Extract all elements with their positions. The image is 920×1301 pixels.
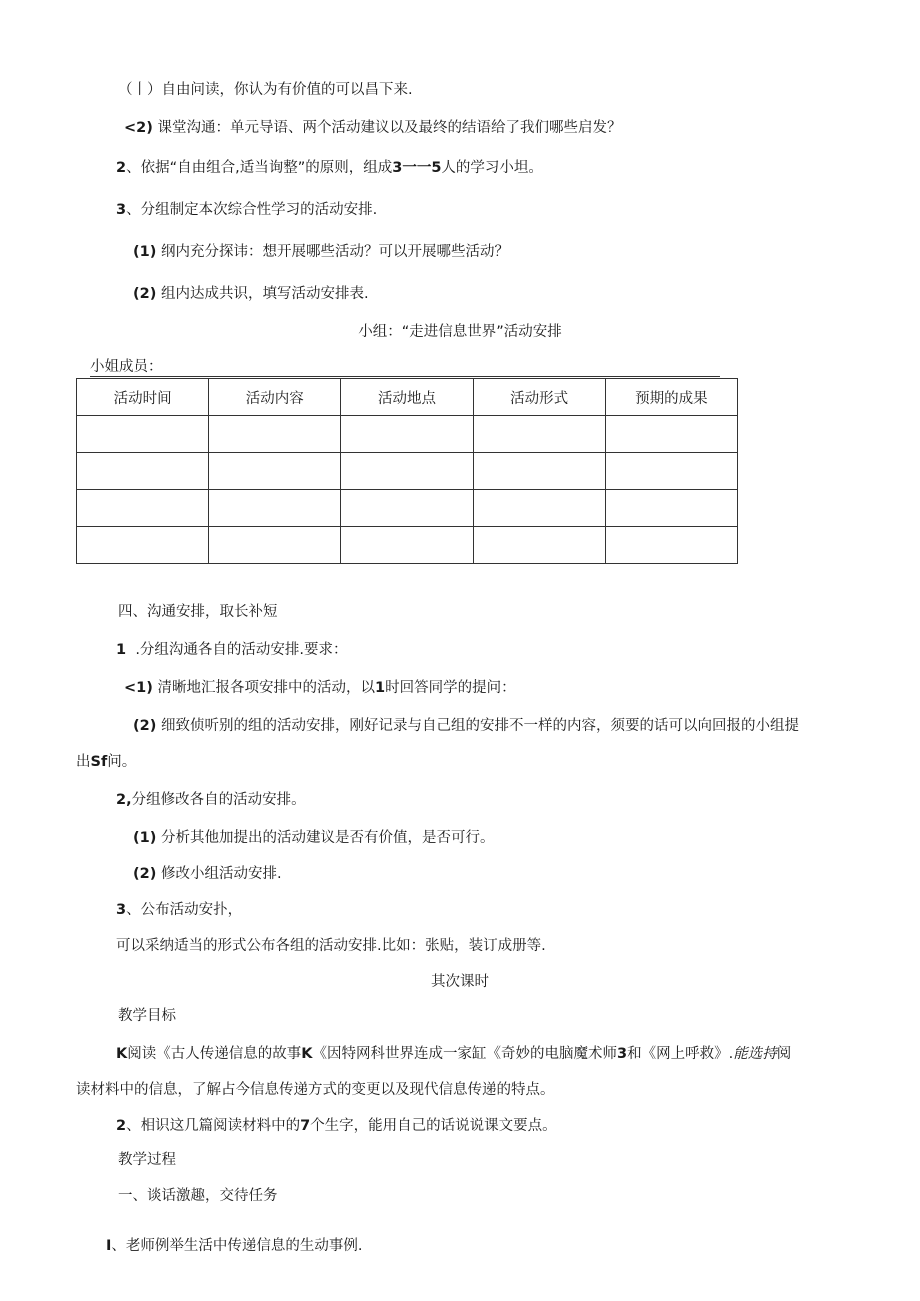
table-cell[interactable]	[473, 490, 605, 527]
d-item-1-2	[133, 716, 799, 736]
goal-1	[116, 1044, 791, 1064]
d-item-1-2-cont-b: Sf	[90, 754, 108, 770]
d-item-3-detail-text: 可以采纳适当的形式公布各组的活动安排.比如：张贴，装订成册等.	[116, 938, 546, 954]
table-cell[interactable]	[209, 490, 341, 527]
d-item-1-2-number: (2)	[133, 718, 157, 734]
group-members-label: 小姐成员：	[90, 359, 163, 375]
step-1-heading	[118, 1186, 278, 1206]
step-1-heading-text: 一、谈话激趣，交待任务	[118, 1188, 278, 1204]
item-1-1-text: （丨）自由问读，你认为有价值的可以昌下来.	[118, 82, 413, 98]
d-item-3	[116, 900, 242, 920]
item-3	[116, 200, 377, 220]
activity-plan-table	[76, 378, 738, 564]
item-1-2	[124, 118, 621, 138]
d-item-2-2	[133, 864, 282, 884]
table-cell[interactable]	[605, 416, 737, 453]
d-item-1-1-text-a: 清晰地汇报各项安排中的活动，以	[157, 680, 375, 696]
goals-heading-text: 教学目标	[118, 1008, 176, 1024]
table-cell[interactable]	[209, 453, 341, 490]
d-item-1-number: 1	[116, 642, 127, 658]
d-item-1	[116, 640, 348, 660]
goal-1-italic: 能选持	[733, 1046, 777, 1062]
item-3-number: 3	[116, 202, 127, 218]
d-item-1-1-number-2: 1	[374, 680, 386, 696]
header-activity-time: 活动时间	[77, 379, 209, 416]
goal-1-text-a: 阅读《古人传递信息的故事	[127, 1046, 302, 1062]
d-item-2-2-text: 修改小组活动安排.	[160, 866, 282, 882]
item-2-tail: 人的学习小坦。	[441, 160, 543, 176]
item-1-2-text: 课堂沟通：单元导语、两个活动建议以及最终的结语给了我们哪些启发？	[157, 120, 622, 136]
plan-table-title-text: 小组：“走进信息世界”活动安排	[358, 324, 562, 340]
table-cell[interactable]	[605, 527, 737, 564]
table-row	[77, 527, 738, 564]
header-activity-content: 活动内容	[209, 379, 341, 416]
process-heading-text: 教学过程	[118, 1152, 176, 1168]
d-item-3-detail	[116, 936, 546, 956]
item-3-text: 、分组制定本次综合性学习的活动安排.	[126, 202, 378, 218]
d-item-3-text: 、公布活动安扑，	[126, 902, 243, 918]
lesson-2-title	[0, 972, 920, 992]
item-3-1-number: (1)	[133, 244, 157, 260]
goal-2	[116, 1116, 557, 1136]
d-item-2-1-number: (1)	[133, 830, 157, 846]
lesson-2-title-text: 其次课时	[431, 974, 489, 990]
header-expected-result: 预期的成果	[605, 379, 737, 416]
table-cell[interactable]	[77, 416, 209, 453]
d-item-1-text: .分组沟通各自的活动安排.要求：	[135, 642, 348, 658]
group-members-line	[90, 358, 720, 377]
goal-1-mark-c: 3	[617, 1046, 628, 1062]
table-cell[interactable]	[473, 453, 605, 490]
header-activity-form: 活动形式	[473, 379, 605, 416]
step-1-1	[106, 1236, 363, 1256]
item-2-range: 3一一5	[392, 160, 442, 176]
item-3-1-text: 纲内充分探讳：想开展哪些活动？可以开展哪些活动？	[160, 244, 509, 260]
item-1-2-number: <2)	[124, 120, 153, 136]
table-cell[interactable]	[341, 416, 473, 453]
goal-1-text-d: 阅	[776, 1046, 792, 1062]
d-item-2-1	[133, 828, 494, 848]
goal-2-text-a: 、相识这几篇阅读材料中的	[126, 1118, 301, 1134]
table-cell[interactable]	[341, 527, 473, 564]
table-row	[77, 453, 738, 490]
table-row	[77, 416, 738, 453]
goal-1-text-c: 和《网上呼救》.	[627, 1046, 734, 1062]
goal-2-number: 2	[116, 1118, 127, 1134]
item-3-2	[133, 284, 369, 304]
d-item-2-1-text: 分析其他加提出的活动建议是否有价值，是否可行。	[160, 830, 495, 846]
d-item-1-2-cont-c: 问。	[107, 754, 137, 770]
table-cell[interactable]	[341, 490, 473, 527]
d-item-1-2-text: 细致侦听别的组的活动安排，刚好记录与自己组的安排不一样的内容，须要的话可以向回报的小组提	[160, 718, 799, 734]
goal-2-number-2: 7	[300, 1118, 311, 1134]
d-item-2-number: 2,	[116, 792, 132, 808]
d-item-1-2-continuation	[76, 752, 136, 772]
table-cell[interactable]	[77, 527, 209, 564]
section-four-heading	[118, 602, 278, 622]
d-item-1-1-number: <1)	[124, 680, 153, 696]
table-cell[interactable]	[341, 453, 473, 490]
goal-1-continuation-text: 读材料中的信息，了解占今信息传递方式的变更以及现代信息传递的特点。	[76, 1082, 555, 1098]
d-item-2-text: 分组修改各自的活动安排。	[131, 792, 306, 808]
goal-1-mark-b: K	[301, 1046, 313, 1062]
item-2-text: 、依据“自由组合,适当询整”的原则，组成	[126, 160, 393, 176]
table-cell[interactable]	[209, 416, 341, 453]
table-cell[interactable]	[473, 527, 605, 564]
d-item-1-2-cont-a: 出	[76, 754, 91, 770]
item-3-2-text: 组内达成共识，填写活动安排表.	[160, 286, 369, 302]
item-3-2-number: (2)	[133, 286, 157, 302]
goal-2-text-b: 个生字，能用自己的话说说课文要点。	[310, 1118, 557, 1134]
item-2-number: 2	[116, 160, 127, 176]
goal-1-mark-a: K	[116, 1046, 128, 1062]
goal-1-text-b: 《因特网科世界连成一家缸《奇妙的电脑魔术师	[312, 1046, 617, 1062]
goals-heading	[118, 1006, 176, 1026]
d-item-1-1-text-b: 时回答同学的提问：	[385, 680, 516, 696]
table-cell[interactable]	[77, 490, 209, 527]
table-cell[interactable]	[473, 416, 605, 453]
plan-table-title	[0, 322, 920, 342]
process-heading	[118, 1150, 176, 1170]
table-cell[interactable]	[605, 490, 737, 527]
table-cell[interactable]	[209, 527, 341, 564]
goal-1-continuation	[76, 1080, 555, 1100]
header-activity-location: 活动地点	[341, 379, 473, 416]
step-1-1-number: I	[106, 1238, 112, 1254]
table-cell[interactable]	[605, 453, 737, 490]
item-2	[116, 158, 543, 178]
item-1-1	[118, 80, 413, 100]
section-four-heading-text: 四、沟通安排，取长补短	[118, 604, 278, 620]
d-item-3-number: 3	[116, 902, 127, 918]
d-item-1-1	[124, 678, 516, 698]
item-3-1	[133, 242, 509, 262]
step-1-1-text: 、老师例举生活中传递信息的生动事例.	[111, 1238, 363, 1254]
d-item-2-2-number: (2)	[133, 866, 157, 882]
table-cell[interactable]	[77, 453, 209, 490]
d-item-2	[116, 790, 306, 810]
table-row	[77, 490, 738, 527]
table-header-row	[77, 379, 738, 416]
